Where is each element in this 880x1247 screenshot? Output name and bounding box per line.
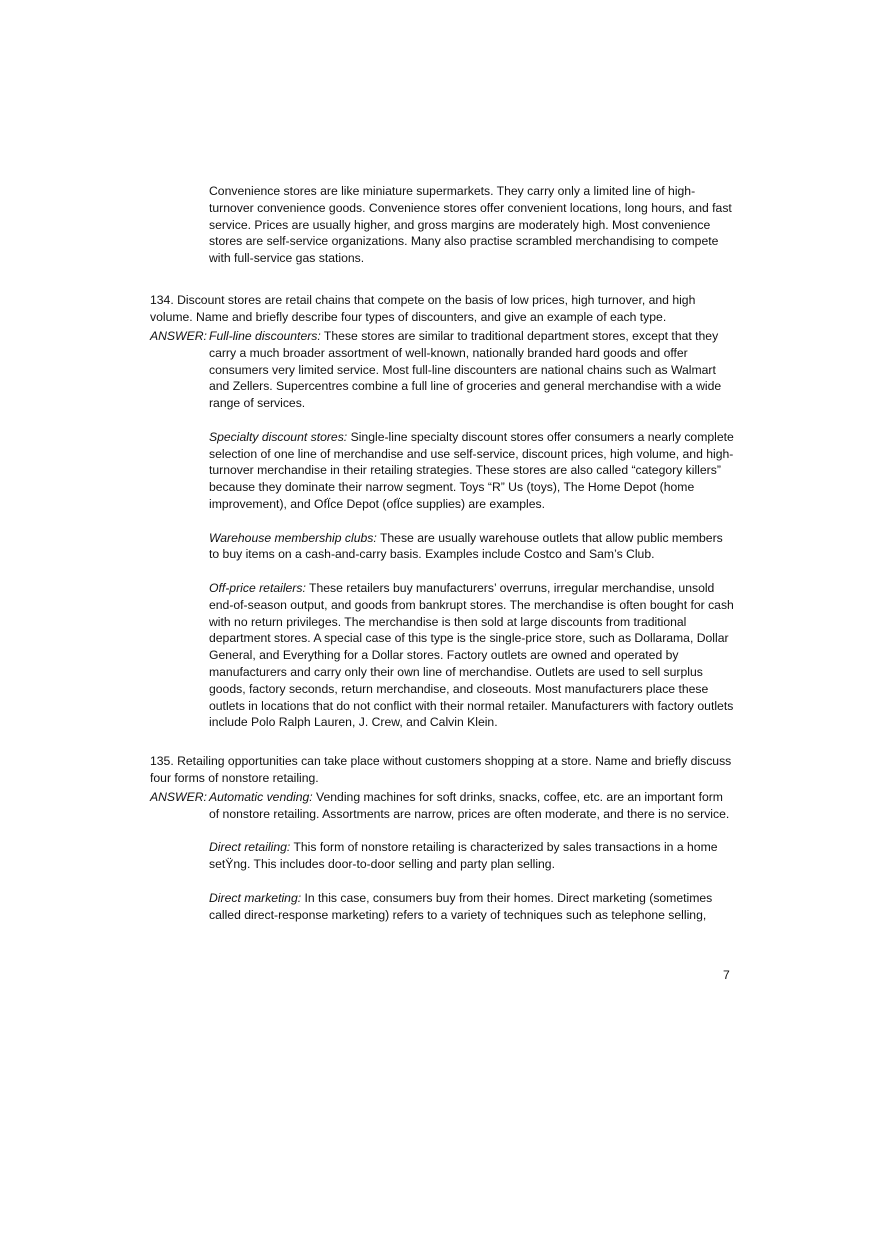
item-text: Single-line specialty discount stores offer consumers a nearly complete selection of one line of merchandise and use self-service, discount prices, high volume, and high-turnover merchandise in their retailing strategies. These stores are also called “category killers” because they dominate their narrow segment. Toys “R” Us (toys), The Home Depot (home improvement), and OfÏce Depot (ofÏce supplies) are examples. [209, 429, 734, 511]
answer-item-full-line [209, 328, 735, 412]
item-term: Direct marketing: [209, 890, 302, 905]
answer-label-134: ANSWER: [150, 329, 207, 343]
page-number: 7 [723, 968, 730, 982]
intro-paragraph [209, 183, 735, 267]
item-text: This form of nonstore retailing is characterized by sales transactions in a home setŸng. This includes door-to-door selling and party plan selling. [209, 840, 718, 872]
item-term: Direct retailing: [209, 840, 291, 855]
item-term: Full-line discounters: [209, 329, 321, 343]
item-term: Warehouse membership clubs: [209, 530, 377, 545]
answer-label-135: ANSWER: [150, 790, 207, 804]
question-135: 135. Retailing opportunities can take place without customers shopping at a store. Name and briefly discuss four forms of nonstore retailing. [150, 754, 732, 785]
item-text: Vending machines for soft drinks, snacks, coffee, etc. are an important form of nonstore retailing. Assortments are narrow, prices are often moderate, and there is no service. [209, 790, 730, 821]
answer-item-direct-marketing [209, 890, 735, 924]
answer-item-automatic-vending [209, 789, 735, 823]
item-term: Off-price retailers: [209, 580, 306, 595]
item-text: These stores are similar to traditional department stores, except that they carry a much broader assortment of well-known, nationally branded hard goods and offer consumers very limited service. Most full-line discounters are national chains such as Walmart and Zellers. Supercentres combine a full line of groceries and general merchandise with a wide range of services. [209, 329, 722, 411]
item-text: These retailers buy manufacturers’ overruns, irregular merchandise, unsold end-of-season output, and goods from bankrupt stores. The merchandise is often bought for cash with no return privileges. The merchandise is then sold at large discounts from traditional department stores. A special case of this type is the single-price store, such as Dollarama, Dollar General, and Everything for a Dollar stores. Factory outlets are owned and operated by manufacturers and carry only their own line of merchandise. Outlets are used to sell surplus goods, factory seconds, return merchandise, and closeouts. Most manufacturers place these outlets in locations that do not conflict with their normal retailer. Manufacturers with factory outlets include Polo Ralph Lauren, J. Crew, and Calvin Klein. [209, 580, 734, 730]
answer-body-135 [209, 789, 735, 923]
item-term: Automatic vending: [209, 790, 313, 804]
item-text: These are usually warehouse outlets that allow public members to buy items on a cash-and-carry basis. Examples include Costco and Sam’s Club. [209, 530, 723, 562]
answer-item-off-price [209, 580, 735, 731]
intro-text: Convenience stores are like miniature supermarkets. They carry only a limited line of high-turnover convenience goods. Convenience stores offer convenient locations, long hours, and fast service. Prices are usually higher, and gross margins are moderately high. Most convenience stores are self-service organizations. Many also practise scrambled merchandising to compete with full-service gas stations. [209, 184, 732, 266]
item-term: Specialty discount stores: [209, 429, 348, 444]
answer-body-134 [209, 328, 735, 731]
answer-item-direct-retailing [209, 839, 735, 873]
answer-item-specialty [209, 429, 735, 513]
answer-item-warehouse [209, 530, 735, 564]
item-text: In this case, consumers buy from their homes. Direct marketing (sometimes called direct-response marketing) refers to a variety of techniques such as telephone selling, [209, 890, 713, 922]
question-134: 134. Discount stores are retail chains that compete on the basis of low prices, high turnover, and high volume. Name and briefly describe four types of discounters, and give an example of each type. [150, 293, 696, 324]
